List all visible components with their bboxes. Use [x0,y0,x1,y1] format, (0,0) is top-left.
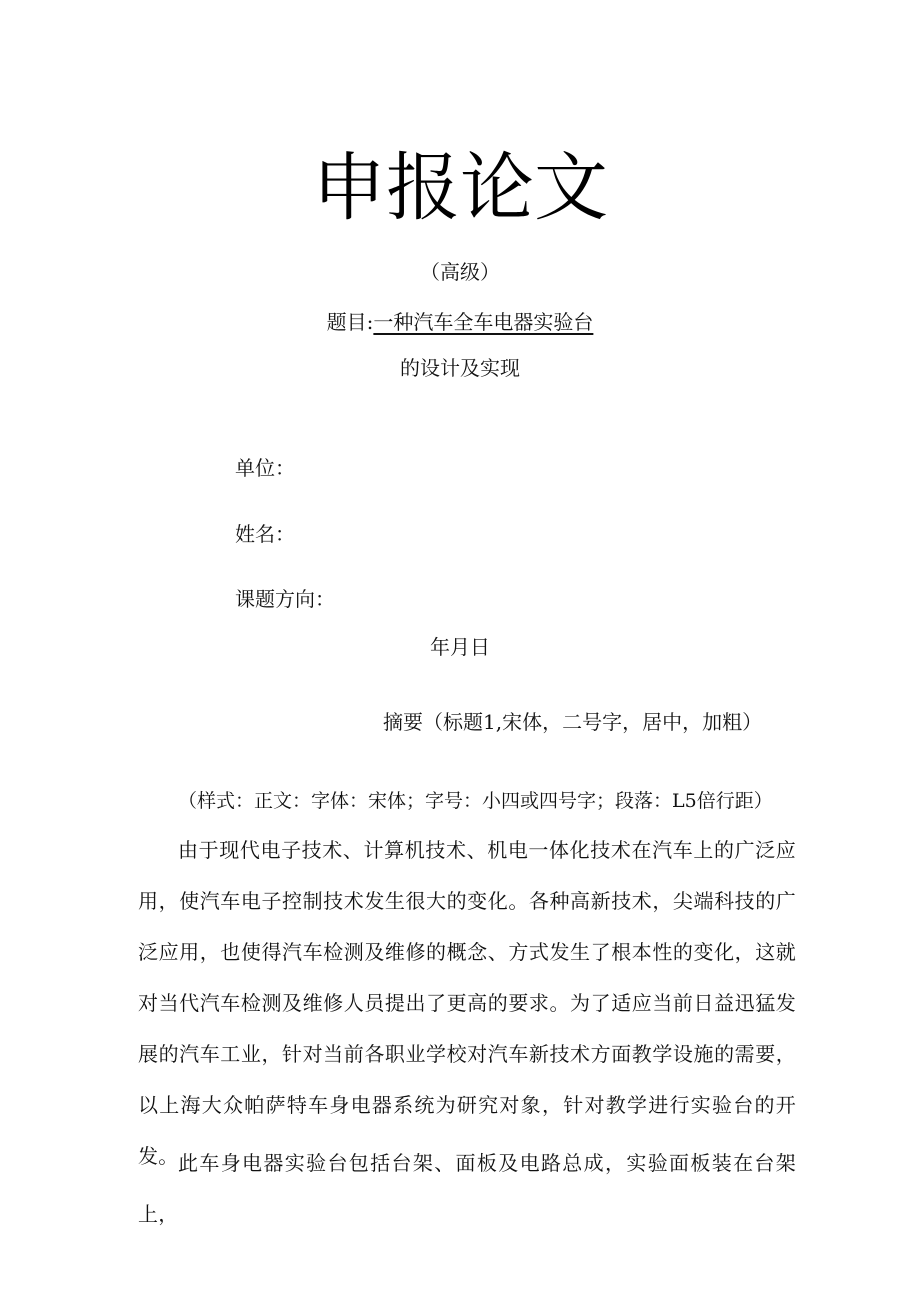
topic-prefix: 题目: [326,310,374,334]
name-field-label: 姓名： [235,522,295,546]
style-note: （样式：正文：字体：宋体；字号：小四或四号字；段落：L5倍行距） [178,790,773,812]
abstract-paragraph-2: 此车身电器实验台包括台架、面板及电路总成，实验面板装在台架上， [138,1151,796,1226]
direction-field-label: 课题方向： [235,587,335,611]
topic-main: 一种汽车全车电器实验台 [373,310,594,334]
abstract-heading: 摘要（标题1,宋体，二号字，居中，加粗） [383,710,763,734]
level-label: （高级） [420,260,500,284]
unit-field-label: 单位： [235,456,295,480]
document-title: 申报论文 [312,145,608,231]
topic-line [0,308,920,336]
topic-line-2: 的设计及实现 [400,356,520,380]
abstract-paragraph-1: 由于现代电子技术、计算机技术、机电一体化技术在汽车上的广泛应用，使汽车电子控制技术发生很大的变化。各种高新技术，尖端科技的广泛应用，也使得汽车检测及维修的概念、方式发生了根本性的变化，这就对当代汽车检测及维修人员提出了更高的要求。为了适应当前日益迅猛发展的汽车工业，针对当前各职业学校对汽车新技术方面教学设施的需要，以上海大众帕萨特车身电器系统为研究对象，针对教学进行实验台的开发。 [138,838,796,1168]
date-line: 年月日 [430,635,490,659]
